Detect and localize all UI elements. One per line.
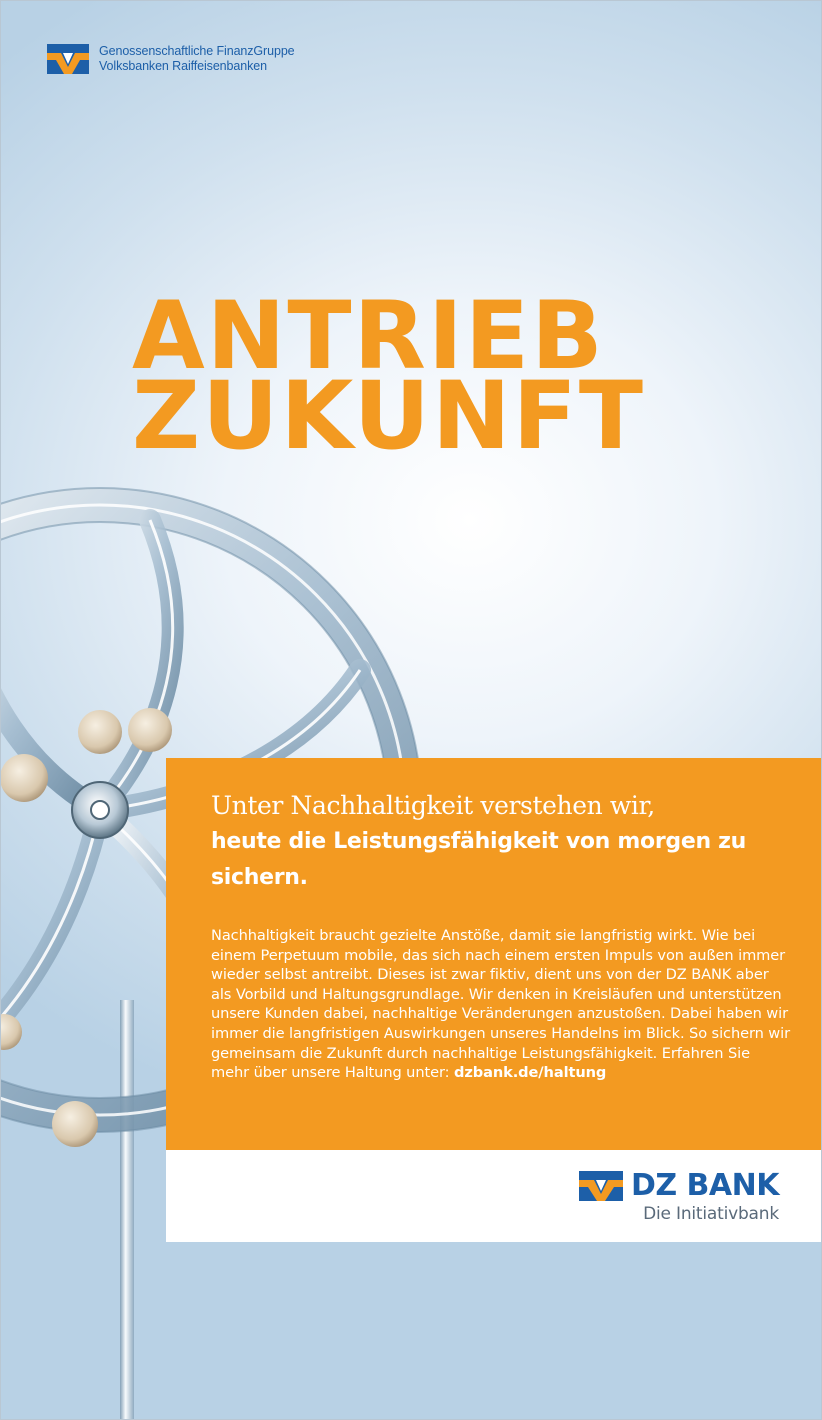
bank-tagline: Die Initiativbank <box>643 1204 779 1224</box>
haltung-link[interactable]: dzbank.de/haltung <box>453 1064 607 1082</box>
group-line-2: Volksbanken Raiffeisenbanken <box>99 59 267 73</box>
intro-statement <box>211 788 801 896</box>
finanzgruppe-logo <box>47 44 295 74</box>
headline-line-2: ZUKUNFT <box>132 370 646 452</box>
volksbank-raiffeisenbank-logo-icon <box>47 44 89 74</box>
body-paragraph: Nachhaltigkeit braucht gezielte Anstöße, damit sie langfristig wirkt. Wie bei einem Perpetuum mobile, das sich nach einem ersten Impuls von außen immer wieder selbst antreibt. Dieses ist zwar fiktiv, dient uns von der DZ BANK aber als Vorbild und Haltungsgrundlage. Wir denken in Kreisläufen und unterstützen unsere Kunden dabei, nachhaltige Veränderungen anzustoßen. Dabei haben wir immer die langfristigen Auswirkungen unseres Handelns im Blick. So sichern wir gemeinsam die Zukunft durch nachhaltige Leistungsfähigkeit. Erfahren Sie mehr über unsere Haltung unter: <box>211 927 790 1082</box>
intro-serif-line: Unter Nachhaltigkeit verstehen wir, <box>211 791 655 820</box>
body-copy <box>211 926 791 1083</box>
intro-bold-text: heute die Leistungsfähigkeit von morgen zu sichern. <box>211 829 747 890</box>
group-line-1: Genossenschaftliche FinanzGruppe <box>99 44 295 58</box>
dz-bank-logo-icon <box>579 1171 623 1201</box>
wheel-balls <box>0 708 172 1147</box>
bank-name: DZ BANK <box>630 1168 779 1203</box>
footer-box <box>166 1150 821 1242</box>
dz-bank-logo <box>579 1170 779 1225</box>
statement-box <box>166 758 821 1150</box>
headline <box>132 290 732 452</box>
headline-line-1: ANTRIEB <box>132 290 605 376</box>
group-text <box>99 44 295 74</box>
